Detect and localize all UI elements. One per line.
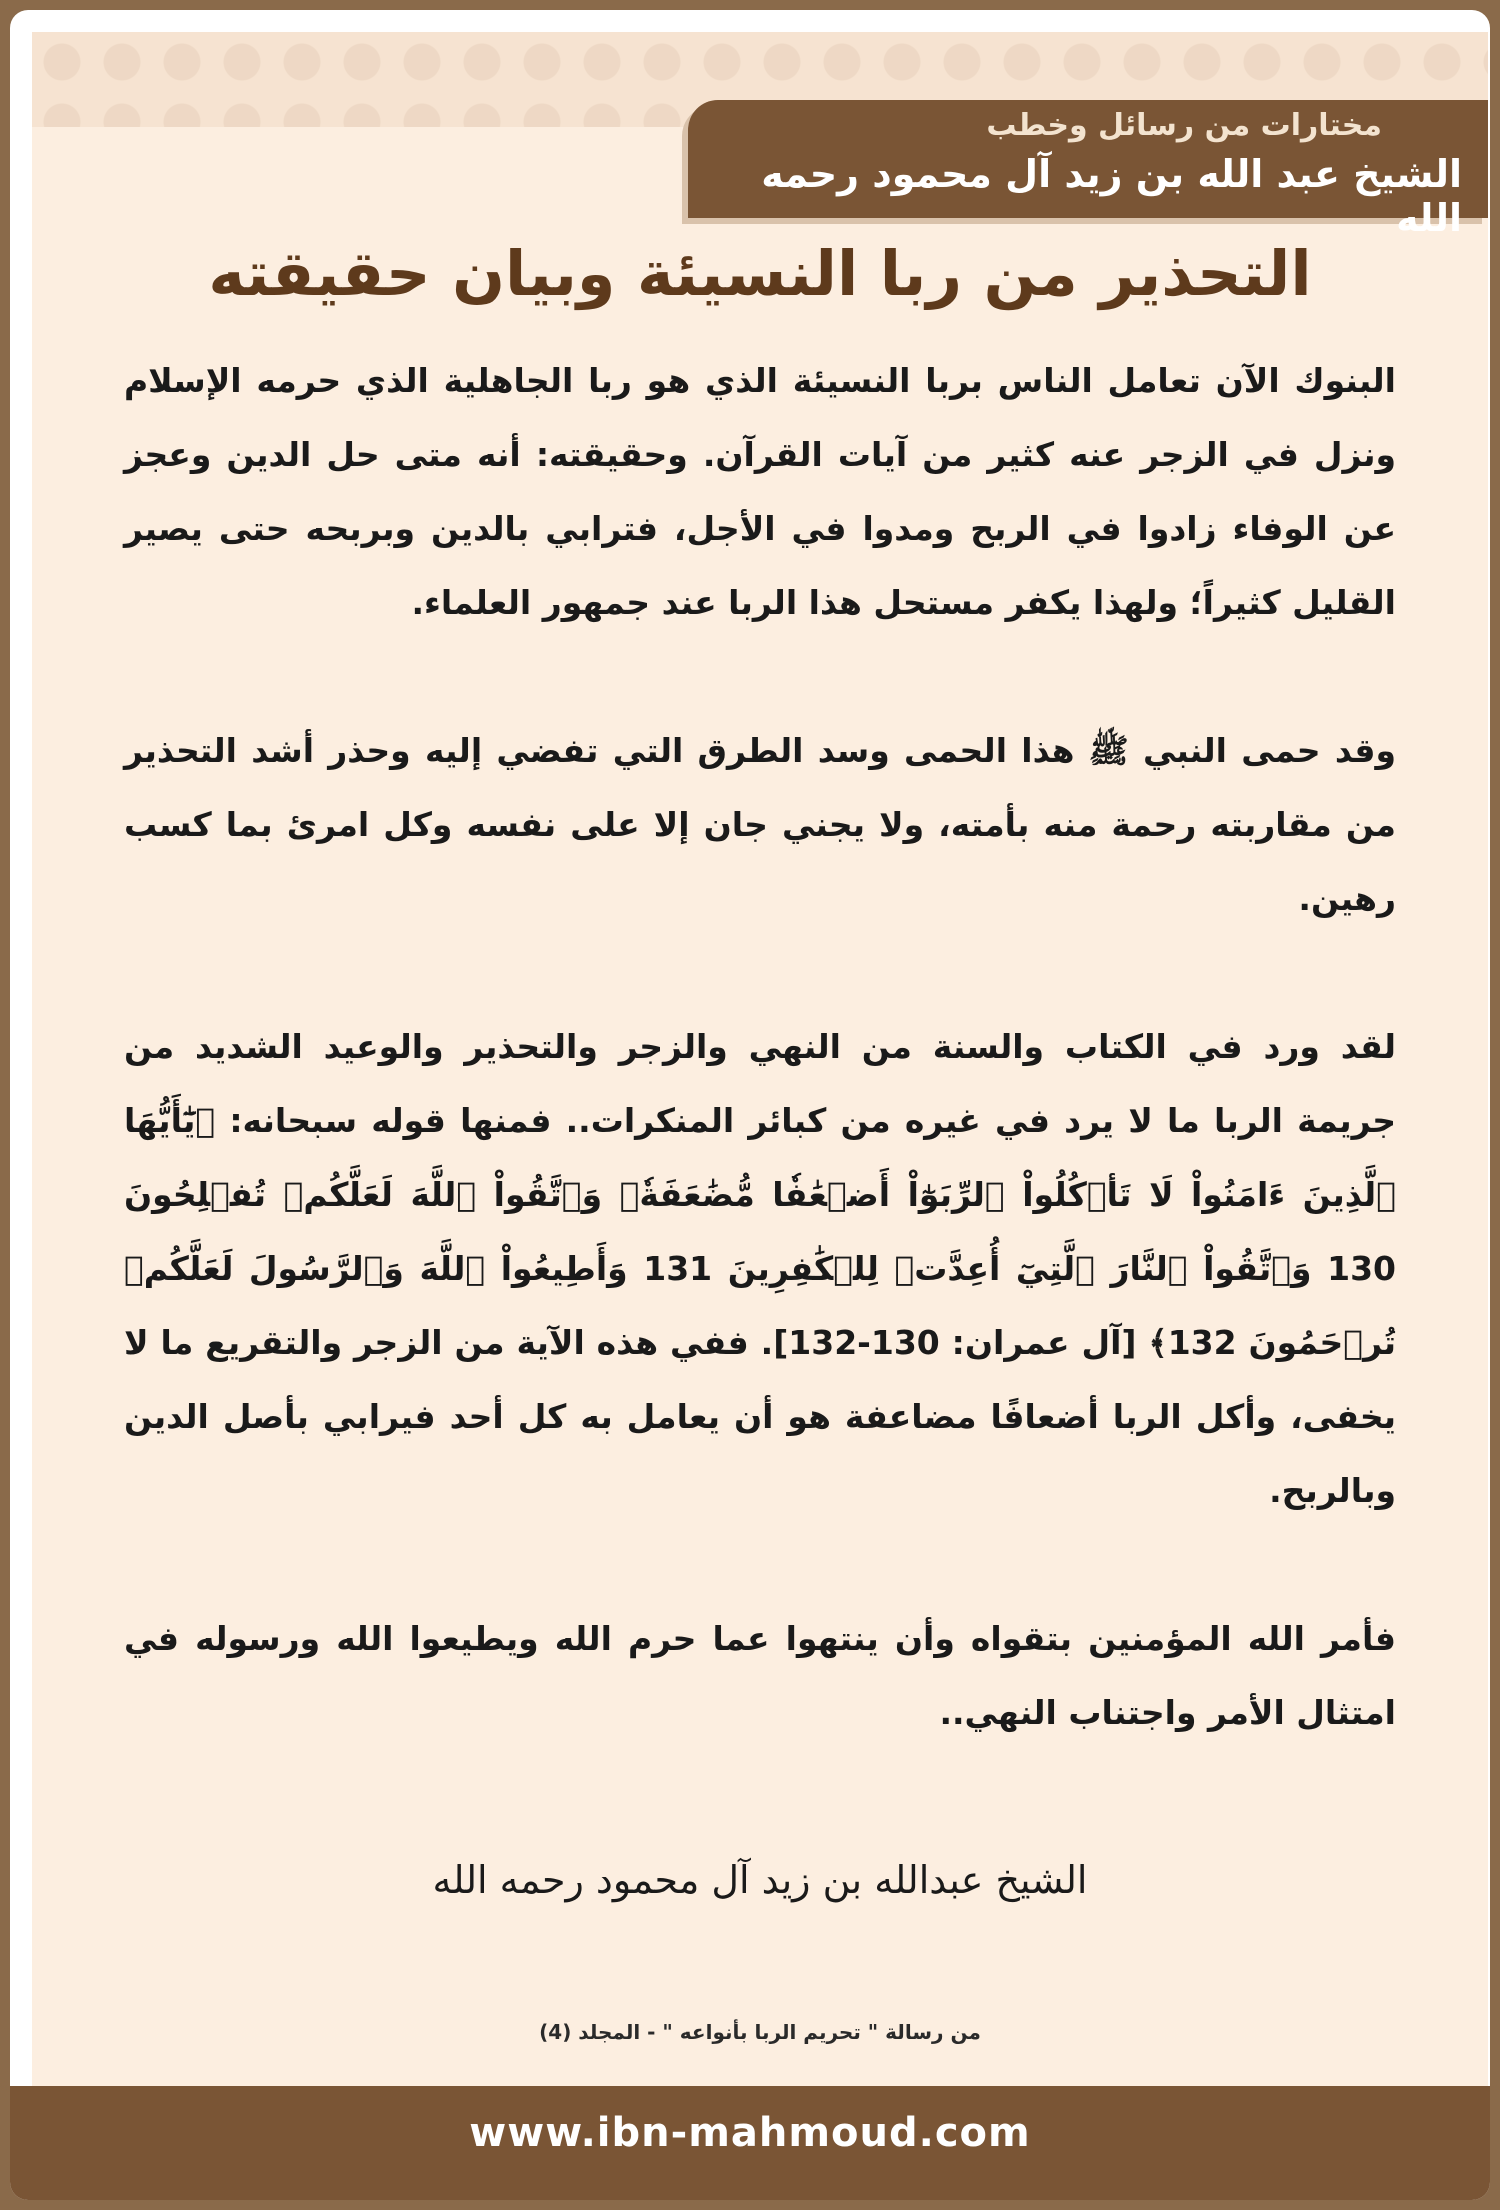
website-link[interactable]: www.ibn-mahmoud.com	[469, 2110, 1031, 2156]
header-band	[688, 100, 1488, 240]
paragraph: البنوك الآن تعامل الناس بربا النسيئة الذي هو ربا الجاهلية الذي حرمه الإسلام ونزل في الزجر عنه كثير من آيات القرآن. وحقيقته: أنه متى حل الدين وعجز عن الوفاء زادوا في الربح ومدوا في الأجل، فترابي بالدين وبربحه حتى يصير القليل كثيراً؛ ولهذا يكفر مستحل هذا الربا عند جمهور العلماء.	[124, 361, 1396, 622]
header-series-label: مختارات من رسائل وخطب	[986, 108, 1382, 143]
paragraph: فأمر الله المؤمنين بتقواه وأن ينتهوا عما حرم الله ويطيعوا الله ورسوله في امتثال الأمر واجتناب النهي..	[124, 1619, 1396, 1732]
paragraph: وقد حمى النبي ﷺ هذا الحمى وسد الطرق التي تفضي إليه وحذر أشد التحذير من مقاربته رحمة منه بأمته، ولا يجني جان إلا على نفسه وكل امرئ بما كسب رهين.	[124, 731, 1396, 918]
content-panel	[32, 32, 1488, 2108]
source-reference: من رسالة " تحريم الربا بأنواعه " - المجلد (4)	[539, 2020, 981, 2044]
page-frame	[10, 10, 1490, 2200]
article-title: التحذير من ربا النسيئة وبيان حقيقته	[208, 237, 1312, 310]
author-signature: الشيخ عبدالله بن زيد آل محمود رحمه الله	[432, 1858, 1088, 1902]
header-author-name: الشيخ عبد الله بن زيد آل محمود رحمه الله	[761, 152, 1462, 240]
footer-band	[10, 2086, 1490, 2200]
article-body	[124, 344, 1396, 1750]
paragraph: لقد ورد في الكتاب والسنة من النهي والزجر والتحذير والوعيد الشديد من جريمة الربا ما لا يرد في غيره من كبائر المنكرات.. فمنها قوله سبحانه: ﴿يَٰٓأَيُّهَا ٱلَّذِينَ ءَامَنُواْ لَا تَأۡكُلُواْ ٱلرِّبَوٰٓاْ أَضۡعَٰفٗا مُّضَٰعَفَةٗۖ وَٱتَّقُواْ ٱللَّهَ لَعَلَّكُمۡ تُفۡلِحُونَ 130 وَٱتَّقُواْ ٱلنَّارَ ٱلَّتِيٓ أُعِدَّتۡ لِلۡكَٰفِرِينَ 131 وَأَطِيعُواْ ٱللَّهَ وَٱلرَّسُولَ لَعَلَّكُمۡ تُرۡحَمُونَ 132﴾ [آل عمران: 130-132]. ففي هذه الآية من الزجر والتقريع ما لا يخفى، وأكل الربا أضعافًا مضاعفة هو أن يعامل به كل أحد فيرابي بأصل الدين وبالربح.	[124, 1027, 1396, 1510]
